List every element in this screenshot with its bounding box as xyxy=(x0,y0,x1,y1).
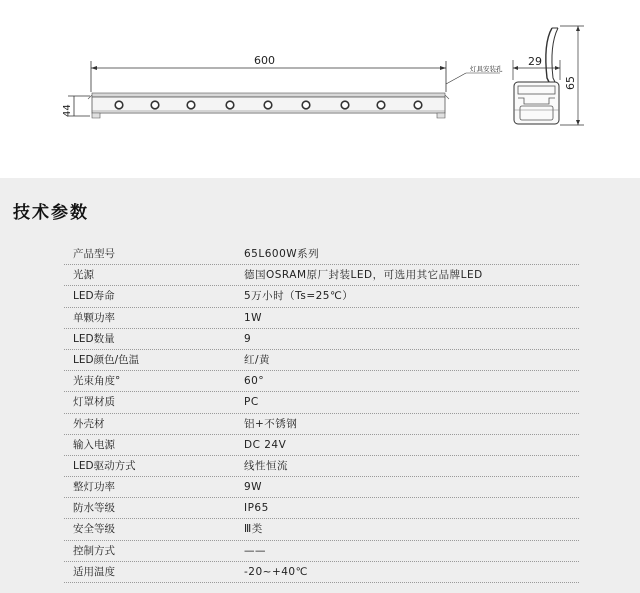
spec-value: 红/黄 xyxy=(244,353,271,366)
spec-row xyxy=(64,371,579,392)
spec-value: 1W xyxy=(244,311,263,324)
spec-row xyxy=(64,541,579,562)
spec-label: 安全等级 xyxy=(73,523,115,536)
spec-row xyxy=(64,286,579,307)
spec-row xyxy=(64,392,579,413)
spec-label: LED颜色/色温 xyxy=(73,353,140,366)
led-dot xyxy=(226,101,234,109)
spec-row xyxy=(64,477,579,498)
spec-value: -20~+40℃ xyxy=(244,565,308,578)
spec-value: 德国OSRAM原厂封装LED，可选用其它品牌LED xyxy=(244,269,483,282)
spec-value: 铝+不锈钢 xyxy=(244,417,298,430)
spec-label: 控制方式 xyxy=(73,544,115,557)
spec-label: 防水等级 xyxy=(73,502,115,515)
section-title: 技术参数 xyxy=(13,203,89,223)
spec-row xyxy=(64,244,579,265)
mounting-hole-note: 灯具安装孔 xyxy=(470,65,503,73)
spec-value: DC 24V xyxy=(244,438,287,451)
spec-label: 外壳材 xyxy=(73,417,105,430)
profile-height-label: 65 xyxy=(564,76,577,90)
spec-label: 适用温度 xyxy=(73,565,115,578)
spec-row xyxy=(64,456,579,477)
spec-panel xyxy=(0,178,640,593)
spec-row xyxy=(64,414,579,435)
spec-label: 光束角度° xyxy=(73,375,121,388)
profile-width-label: 29 xyxy=(528,55,542,68)
technical-drawing xyxy=(0,0,640,178)
spec-value: PC xyxy=(244,396,259,409)
led-dot xyxy=(302,101,310,109)
spec-label: LED驱动方式 xyxy=(73,459,136,472)
led-dot xyxy=(264,101,272,109)
spec-value: 9 xyxy=(244,332,252,345)
spec-label: 产品型号 xyxy=(73,248,115,260)
spec-value: 65L600W系列 xyxy=(244,248,320,260)
spec-label: LED数量 xyxy=(73,332,115,345)
length-dimension-label: 600 xyxy=(254,54,275,67)
spec-row xyxy=(64,329,579,350)
led-dot xyxy=(151,101,159,109)
spec-value: 60° xyxy=(244,375,265,388)
spec-table xyxy=(64,244,579,583)
dimension-drawing xyxy=(0,0,640,178)
led-dot xyxy=(187,101,195,109)
spec-value: Ⅲ类 xyxy=(244,523,263,536)
spec-row xyxy=(64,498,579,519)
spec-label: 单颗功率 xyxy=(73,311,115,324)
led-dot xyxy=(115,101,123,109)
spec-value: IP65 xyxy=(244,502,269,515)
spec-label: LED寿命 xyxy=(73,290,115,303)
spec-row xyxy=(64,350,579,371)
spec-row xyxy=(64,519,579,540)
spec-label: 整灯功率 xyxy=(73,481,115,494)
spec-value: 9W xyxy=(244,481,263,494)
led-dot xyxy=(414,101,422,109)
spec-row xyxy=(64,435,579,456)
profile-cross-section xyxy=(513,26,584,125)
height-dimension-label: 44 xyxy=(62,104,73,117)
spec-label: 光源 xyxy=(73,269,94,282)
spec-value: 5万小时（Ts=25℃） xyxy=(244,290,354,303)
led-dot xyxy=(377,101,385,109)
spec-row xyxy=(64,562,579,583)
spec-row xyxy=(64,265,579,286)
spec-row xyxy=(64,308,579,329)
spec-label: 灯罩材质 xyxy=(73,396,115,409)
spec-value: 线性恒流 xyxy=(244,459,288,472)
spec-value: —— xyxy=(244,544,266,557)
spec-label: 输入电源 xyxy=(73,438,115,451)
led-dot xyxy=(341,101,349,109)
